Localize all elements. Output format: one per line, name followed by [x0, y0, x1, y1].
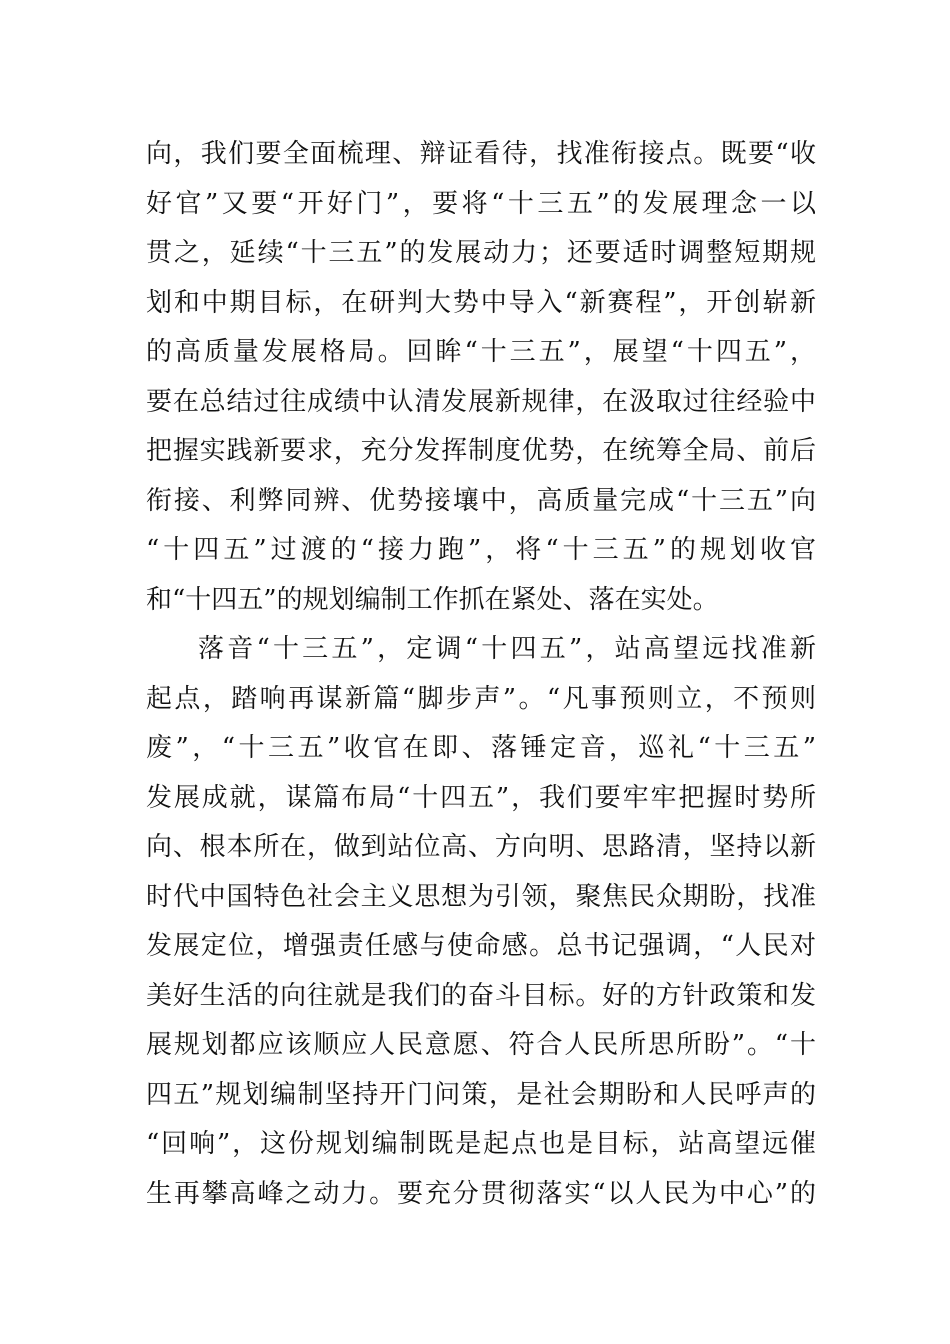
text-line: 划和中期目标，在研判大势中导入“新赛程”，开创崭新	[146, 287, 816, 318]
text-line: 好官”又要“开好门”，要将“十三五”的发展理念一以	[146, 188, 816, 219]
text-line: 衔接、利弊同辨、优势接壤中，高质量完成“十三五”向	[146, 485, 816, 516]
text-line: 生再攀高峰之动力。要充分贯彻落实“以人民为中心”的	[146, 1178, 816, 1209]
text-line: 把握实践新要求，充分发挥制度优势，在统筹全局、前后	[146, 436, 816, 466]
text-line: 起点，踏响再谋新篇“脚步声”。“凡事预则立，不预则	[146, 683, 816, 714]
text-line: “回响”，这份规划编制既是起点也是目标，站高望远催	[146, 1129, 816, 1159]
body-text	[146, 130, 816, 1219]
paragraph-start-line: 落音“十三五”，定调“十四五”，站高望远找准新	[198, 634, 816, 664]
text-line: 时代中国特色社会主义思想为引领，聚焦民众期盼，找准	[146, 881, 816, 912]
text-line: 要在总结过往成绩中认清发展新规律，在汲取过往经验中	[146, 386, 816, 417]
paragraph-end-line: 和“十四五”的规划编制工作抓在紧处、落在实处。	[146, 584, 719, 615]
text-line: 发展定位，增强责任感与使命感。总书记强调，“人民对	[146, 931, 816, 961]
text-line: 向，我们要全面梳理、辩证看待，找准衔接点。既要“收	[146, 139, 816, 169]
text-line: 美好生活的向往就是我们的奋斗目标。好的方针政策和发	[146, 980, 816, 1011]
text-line: 四五”规划编制坚持开门问策，是社会期盼和人民呼声的	[146, 1079, 816, 1110]
text-line: 向、根本所在，做到站位高、方向明、思路清，坚持以新	[146, 832, 816, 862]
text-line: 废”，“十三五”收官在即、落锤定音，巡礼“十三五”	[146, 733, 816, 763]
text-line: 的高质量发展格局。回眸“十三五”，展望“十四五”，	[146, 337, 816, 367]
text-line: 发展成就，谋篇布局“十四五”，我们要牢牢把握时势所	[146, 782, 816, 813]
text-line: 贯之，延续“十三五”的发展动力；还要适时调整短期规	[146, 238, 816, 268]
text-line: 展规划都应该顺应人民意愿、符合人民所思所盼”。“十	[146, 1030, 816, 1060]
text-line: “十四五”过渡的“接力跑”，将“十三五”的规划收官	[146, 535, 816, 565]
